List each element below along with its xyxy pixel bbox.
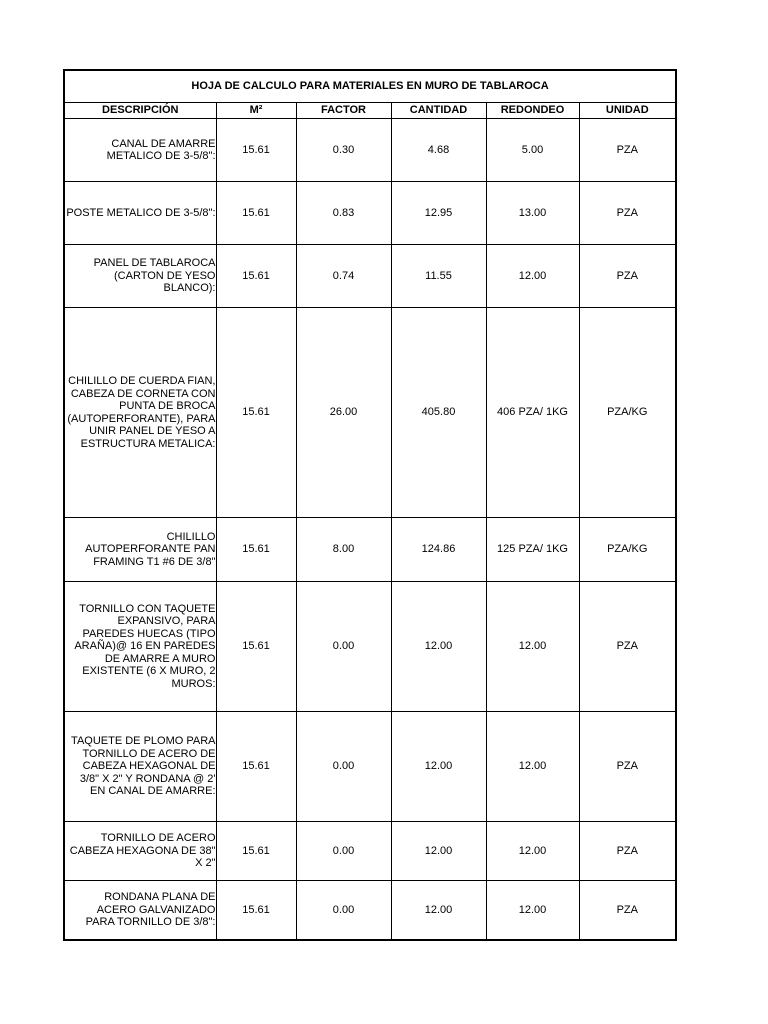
cell-unidad: PZA xyxy=(579,712,676,822)
cell-descripcion: PANEL DE TABLAROCA (CARTON DE YESO BLANCO): xyxy=(64,245,216,308)
table-row xyxy=(64,582,676,712)
cell-m2: 15.61 xyxy=(216,582,296,712)
cell-unidad: PZA xyxy=(579,822,676,881)
cell-unidad: PZA xyxy=(579,582,676,712)
cell-m2: 15.61 xyxy=(216,822,296,881)
cell-unidad: PZA xyxy=(579,245,676,308)
cell-redondeo: 5.00 xyxy=(486,119,579,182)
cell-redondeo: 13.00 xyxy=(486,182,579,245)
cell-descripcion: POSTE METALICO DE 3-5/8": xyxy=(64,182,216,245)
cell-factor: 0.00 xyxy=(296,881,391,940)
header-unidad: UNIDAD xyxy=(579,103,676,119)
cell-factor: 0.30 xyxy=(296,119,391,182)
cell-m2: 15.61 xyxy=(216,245,296,308)
cell-factor: 0.00 xyxy=(296,712,391,822)
cell-descripcion: TAQUETE DE PLOMO PARA TORNILLO DE ACERO DE CABEZA HEXAGONAL DE 3/8" X 2" Y RONDANA @ 2' EN CANAL DE AMARRE: xyxy=(64,712,216,822)
cell-cantidad: 405.80 xyxy=(391,308,486,518)
cell-unidad: PZA xyxy=(579,881,676,940)
cell-cantidad: 12.00 xyxy=(391,881,486,940)
cell-descripcion: TORNILLO DE ACERO CABEZA HEXAGONA DE 38" X 2" xyxy=(64,822,216,881)
cell-factor: 26.00 xyxy=(296,308,391,518)
table-row xyxy=(64,822,676,881)
cell-redondeo: 12.00 xyxy=(486,712,579,822)
sheet-title: HOJA DE CALCULO PARA MATERIALES EN MURO DE TABLAROCA xyxy=(64,70,676,103)
cell-redondeo: 12.00 xyxy=(486,881,579,940)
cell-m2: 15.61 xyxy=(216,518,296,582)
header-m2: M² xyxy=(216,103,296,119)
cell-m2: 15.61 xyxy=(216,308,296,518)
table-row xyxy=(64,518,676,582)
cell-factor: 0.00 xyxy=(296,822,391,881)
cell-descripcion: RONDANA PLANA DE ACERO GALVANIZADO PARA TORNILLO DE 3/8": xyxy=(64,881,216,940)
cell-cantidad: 4.68 xyxy=(391,119,486,182)
cell-cantidad: 12.00 xyxy=(391,582,486,712)
cell-descripcion: CANAL DE AMARRE METALICO DE 3-5/8": xyxy=(64,119,216,182)
cell-cantidad: 11.55 xyxy=(391,245,486,308)
table-row xyxy=(64,308,676,518)
cell-m2: 15.61 xyxy=(216,182,296,245)
cell-factor: 0.00 xyxy=(296,582,391,712)
cell-redondeo: 12.00 xyxy=(486,582,579,712)
cell-redondeo: 406 PZA/ 1KG xyxy=(486,308,579,518)
table-row xyxy=(64,119,676,182)
cell-unidad: PZA/KG xyxy=(579,518,676,582)
header-descripcion: DESCRIPCIÓN xyxy=(64,103,216,119)
cell-cantidad: 12.95 xyxy=(391,182,486,245)
header-factor: FACTOR xyxy=(296,103,391,119)
table-row xyxy=(64,182,676,245)
cell-m2: 15.61 xyxy=(216,881,296,940)
cell-cantidad: 12.00 xyxy=(391,822,486,881)
table-row xyxy=(64,245,676,308)
cell-m2: 15.61 xyxy=(216,119,296,182)
table-row xyxy=(64,712,676,822)
cell-redondeo: 125 PZA/ 1KG xyxy=(486,518,579,582)
cell-redondeo: 12.00 xyxy=(486,822,579,881)
cell-cantidad: 12.00 xyxy=(391,712,486,822)
cell-unidad: PZA/KG xyxy=(579,308,676,518)
cell-descripcion: CHILILLO AUTOPERFORANTE PAN FRAMING T1 #6 DE 3/8" xyxy=(64,518,216,582)
cell-unidad: PZA xyxy=(579,119,676,182)
header-cantidad: CANTIDAD xyxy=(391,103,486,119)
cell-factor: 0.74 xyxy=(296,245,391,308)
table-row xyxy=(64,881,676,940)
header-redondeo: REDONDEO xyxy=(486,103,579,119)
cell-factor: 8.00 xyxy=(296,518,391,582)
cell-redondeo: 12.00 xyxy=(486,245,579,308)
cell-cantidad: 124.86 xyxy=(391,518,486,582)
cell-m2: 15.61 xyxy=(216,712,296,822)
cell-factor: 0.83 xyxy=(296,182,391,245)
cell-descripcion: TORNILLO CON TAQUETE EXPANSIVO, PARA PAREDES HUECAS (TIPO ARAÑA)@ 16 EN PAREDES DE AMARRE A MURO EXISTENTE (6 X MURO, 2 MUROS: xyxy=(64,582,216,712)
materials-table xyxy=(63,69,677,941)
cell-descripcion: CHILILLO DE CUERDA FIAN, CABEZA DE CORNETA CON PUNTA DE BROCA (AUTOPERFORANTE), PARA UNIR PANEL DE YESO A ESTRUCTURA METALICA: xyxy=(64,308,216,518)
cell-unidad: PZA xyxy=(579,182,676,245)
